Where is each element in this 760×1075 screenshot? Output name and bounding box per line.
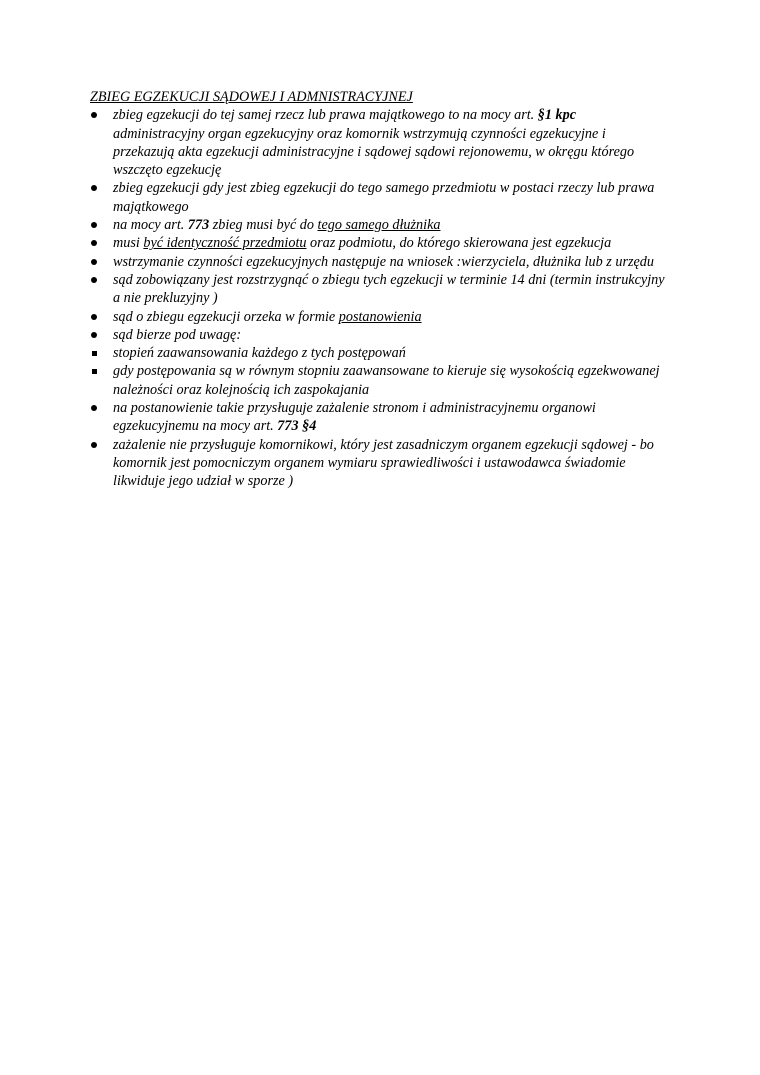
item-text: musi	[113, 235, 144, 252]
list-item	[90, 106, 670, 179]
bullet-list	[90, 106, 670, 490]
document-title: ZBIEG EGZEKUCJI SĄDOWEJ I ADMNISTRACYJNEJ	[90, 89, 413, 105]
item-text: zażalenie nie przysługuje komornikowi, który jest zasadniczym organem egzekucji sądowej - bo komornik jest pomocniczym organem wymiaru sprawiedliwości i ustawodawca świadomie likwiduje jego udział w sporze )	[113, 436, 654, 490]
item-text: na mocy art.	[113, 217, 188, 234]
item-text: wstrzymanie czynności egzekucyjnych następuje na wniosek :wierzyciela, dłużnika lub z urzędu	[113, 253, 654, 270]
bullet-dot-icon	[90, 436, 102, 454]
list-item	[90, 362, 670, 399]
bullet-dot-icon	[90, 399, 102, 417]
list-item	[90, 326, 670, 344]
item-emphasis: być identyczność przedmiotu	[143, 235, 307, 252]
list-item	[90, 344, 670, 362]
item-text: administracyjny organ egzekucyjny oraz komornik wstrzymują czynności egzekucyjne i przekazują akta egzekucji administracyjne i sądowej sądowi rejonowemu, w okręgu którego wszczęto egzekucję	[113, 125, 635, 179]
list-item	[90, 179, 670, 216]
item-text: gdy postępowania są w równym stopniu zaawansowane to kieruje się wysokością egzekwowanej należności oraz kolejnością ich zaspokajania	[113, 363, 660, 398]
item-text: sąd zobowiązany jest rozstrzygnąć o zbiegu tych egzekucji w terminie 14 dni (termin instrukcyjny a nie prekluzyjny )	[113, 271, 665, 307]
bullet-dot-icon	[90, 179, 102, 197]
item-text: zbieg egzekucji do tej samej rzecz lub prawa majątkowego to na mocy art.	[113, 107, 538, 124]
item-emphasis: postanowienia	[338, 308, 422, 325]
item-article-ref: 773	[187, 217, 210, 234]
list-item	[90, 399, 670, 436]
item-emphasis: tego samego dłużnika	[317, 217, 441, 234]
bullet-dot-icon	[90, 106, 102, 124]
list-item	[90, 271, 670, 308]
item-text: zbieg musi być do	[209, 217, 318, 234]
list-item	[90, 234, 670, 252]
bullet-dot-icon	[90, 308, 102, 326]
item-text: sąd bierze pod uwagę:	[113, 326, 242, 343]
item-article-ref: 773 §4	[277, 418, 317, 435]
list-item	[90, 253, 670, 271]
bullet-dot-icon	[90, 253, 102, 271]
bullet-square-icon	[90, 344, 102, 362]
item-text: oraz podmiotu, do którego skierowana jest egzekucja	[306, 235, 612, 252]
list-item	[90, 216, 670, 234]
bullet-dot-icon	[90, 216, 102, 234]
item-article-ref: §1 kpc	[537, 107, 577, 124]
list-item	[90, 436, 670, 491]
item-text: stopień zaawansowania każdego z tych postępowań	[113, 345, 406, 362]
document-content	[90, 88, 670, 491]
item-text: sąd o zbiegu egzekucji orzeka w formie	[113, 308, 339, 325]
bullet-dot-icon	[90, 234, 102, 252]
bullet-dot-icon	[90, 271, 102, 289]
bullet-dot-icon	[90, 326, 102, 344]
list-item	[90, 308, 670, 326]
item-text: na postanowienie takie przysługuje zażalenie stronom i administracyjnemu organowi egzekucyjnemu na mocy art.	[113, 400, 596, 435]
item-text: zbieg egzekucji gdy jest zbieg egzekucji do tego samego przedmiotu w postaci rzeczy lub prawa majątkowego	[113, 180, 655, 215]
bullet-square-icon	[90, 362, 102, 380]
